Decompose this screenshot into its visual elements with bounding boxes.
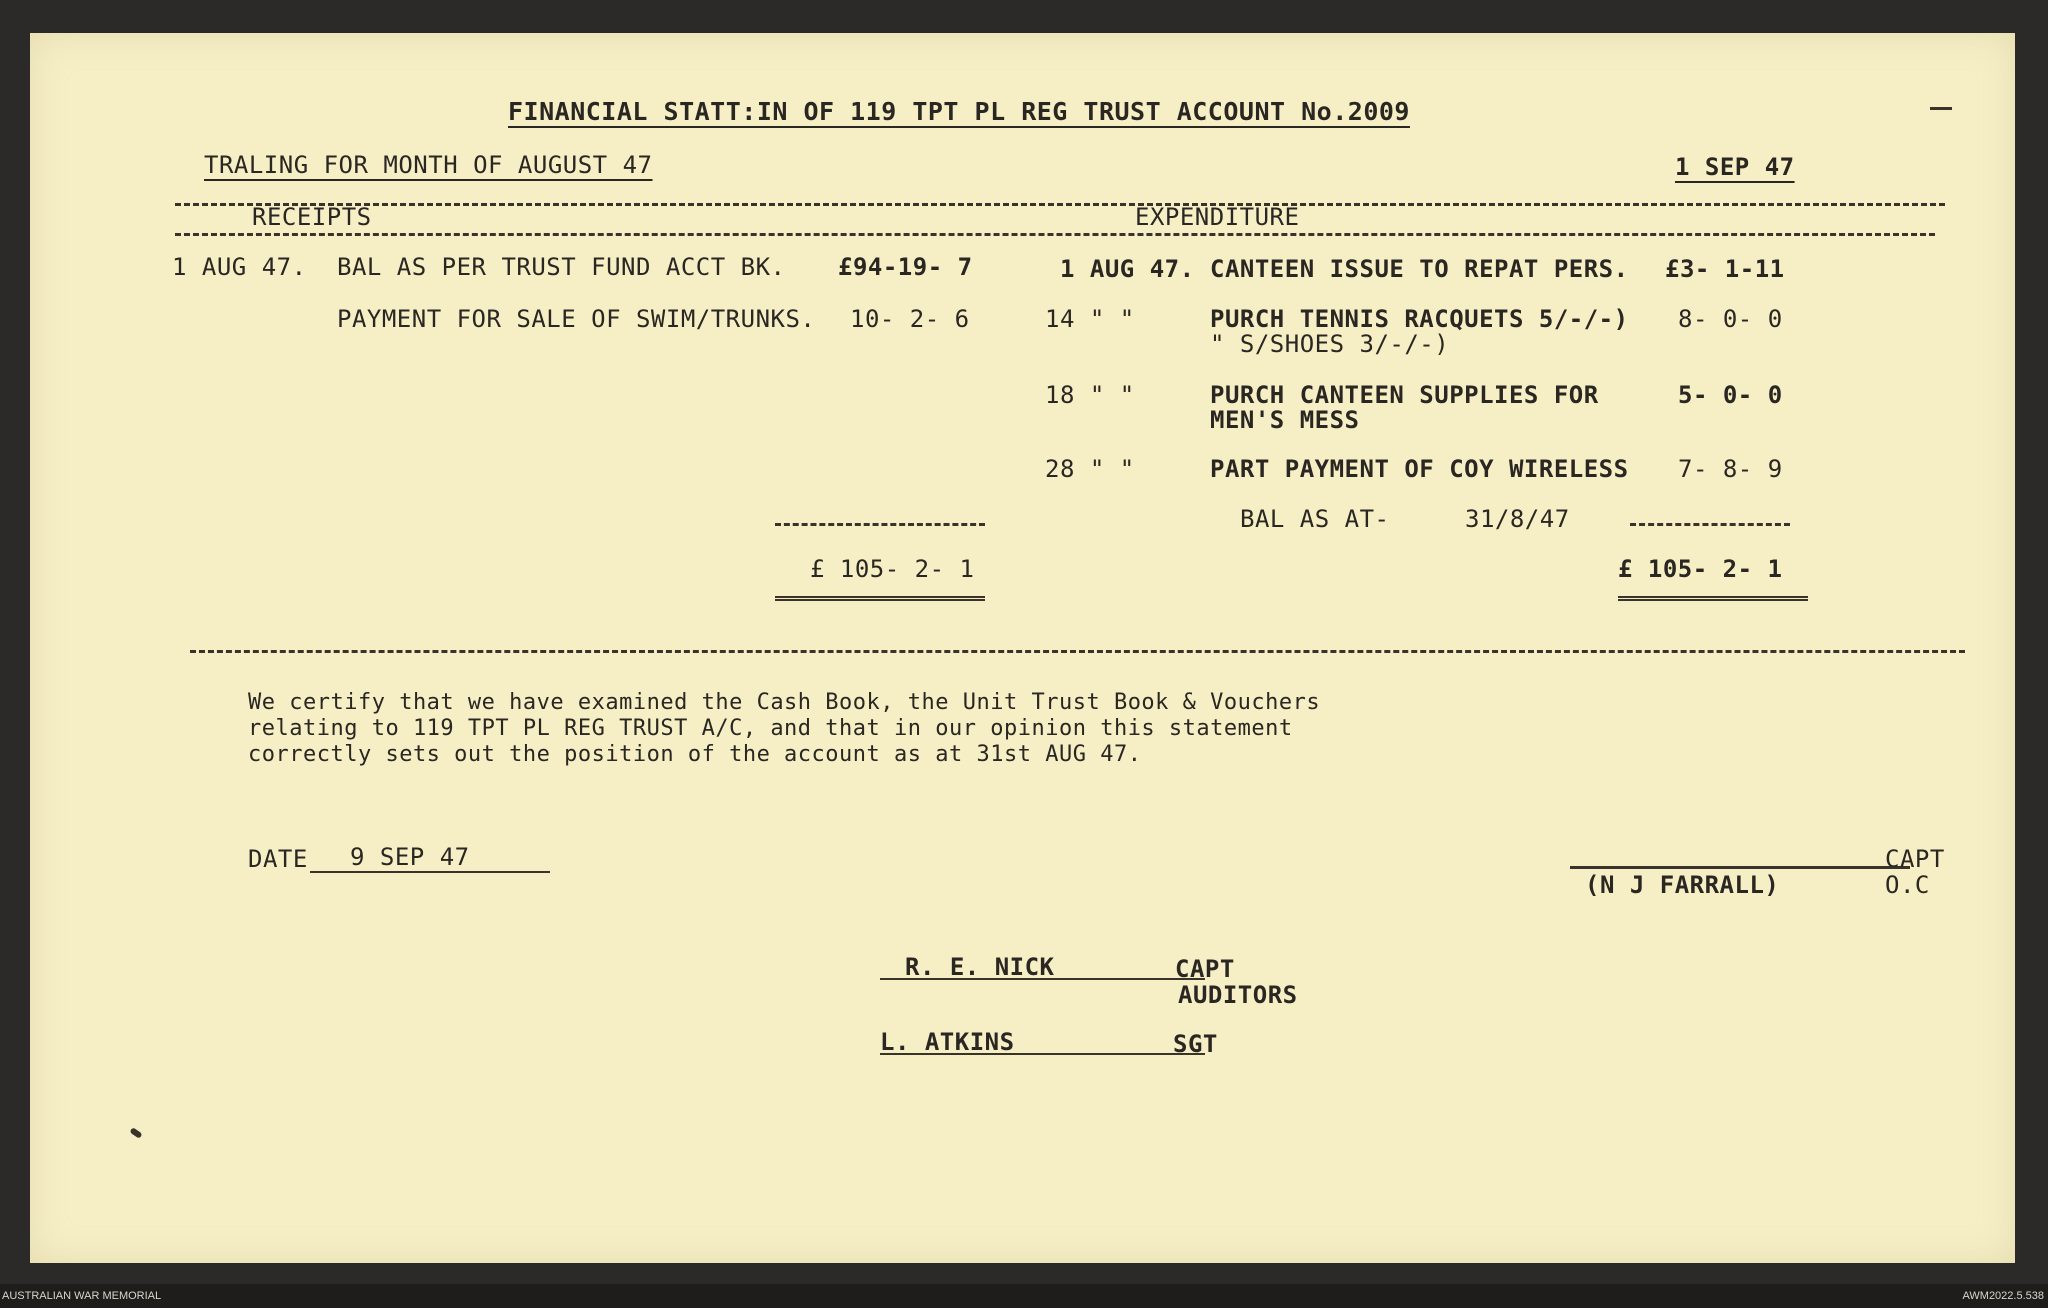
expenditure-total-double-rule [1618, 596, 1808, 601]
expenditure-subtotal-rule [1630, 523, 1790, 526]
auditor-2-signature-line [880, 1053, 1205, 1055]
receipts-subtotal-rule [775, 523, 985, 526]
receipts-heading: RECEIPTS [252, 203, 372, 231]
auditors-role: AUDITORS [1178, 981, 1298, 1009]
expenditure-desc: PART PAYMENT OF COY WIRELESS [1210, 455, 1629, 483]
receipts-total-double-rule [775, 596, 985, 601]
receipt-amount: £94-19- 7 [838, 253, 973, 281]
receipt-desc: PAYMENT FOR SALE OF SWIM/TRUNKS. [337, 305, 816, 333]
auditor-1-rank: CAPT [1175, 955, 1235, 983]
expenditure-date: 1 AUG 47. [1060, 255, 1195, 283]
expenditure-date: 18 " " [1045, 381, 1135, 409]
co-rank: CAPT [1885, 845, 1945, 873]
expenditure-desc: PURCH CANTEEN SUPPLIES FOR [1210, 381, 1599, 409]
balance-date: 31/8/47 [1465, 505, 1570, 533]
section-divider [190, 650, 1965, 653]
date-field-value: 9 SEP 47 [350, 843, 470, 871]
certification-line-1: We certify that we have examined the Cash Book, the Unit Trust Book & Vouchers [248, 690, 1321, 715]
receipt-date: 1 AUG 47. [172, 253, 307, 281]
ink-mark [129, 1127, 142, 1139]
expenditure-amount: 8- 0- 0 [1678, 305, 1783, 333]
receipt-desc: BAL AS PER TRUST FUND ACCT BK. [337, 253, 786, 281]
footer-institution: AUSTRALIAN WAR MEMORIAL [2, 1290, 162, 1302]
date-field-underline [310, 871, 550, 873]
auditor-2-signature: L. ATKINS [880, 1028, 1015, 1056]
expenditure-desc: PURCH TENNIS RACQUETS 5/-/-) [1210, 305, 1629, 333]
statement-date: 1 SEP 47 [1675, 153, 1795, 181]
expenditure-desc-line2: MEN'S MESS [1210, 406, 1360, 434]
footer-accession-number: AWM2022.5.538 [1962, 1290, 2044, 1302]
auditor-2-rank: SGT [1173, 1030, 1218, 1058]
expenditure-desc: CANTEEN ISSUE TO REPAT PERS. [1210, 255, 1629, 283]
header-rule-bottom [175, 233, 1935, 236]
document-page [30, 33, 2015, 1263]
expenditure-date: 28 " " [1045, 455, 1135, 483]
expenditure-total: £ 105- 2- 1 [1618, 555, 1783, 583]
period-subtitle: TRALING FOR MONTH OF AUGUST 47 [204, 151, 653, 179]
expenditure-amount: £3- 1-11 [1665, 255, 1785, 283]
date-field-label: DATE [248, 845, 308, 873]
expenditure-desc-line2: " S/SHOES 3/-/-) [1210, 330, 1450, 358]
expenditure-amount: 7- 8- 9 [1678, 455, 1783, 483]
co-signature-line [1570, 866, 1910, 869]
receipts-total: £ 105- 2- 1 [810, 555, 975, 583]
document-title: FINANCIAL STATT:IN OF 119 TPT PL REG TRUST ACCOUNT No.2009 [508, 97, 1410, 126]
balance-label: BAL AS AT- [1240, 505, 1390, 533]
certification-line-3: correctly sets out the position of the account as at 31st AUG 47. [248, 742, 1142, 767]
archive-footer [0, 1284, 2048, 1308]
expenditure-heading: EXPENDITURE [1135, 203, 1300, 231]
certification-line-2: relating to 119 TPT PL REG TRUST A/C, and that in our opinion this statement [248, 716, 1293, 741]
auditor-1-signature: R. E. NICK [905, 953, 1055, 981]
expenditure-date: 14 " " [1045, 305, 1135, 333]
receipt-amount: 10- 2- 6 [850, 305, 970, 333]
expenditure-amount: 5- 0- 0 [1678, 381, 1783, 409]
auditor-1-signature-line [880, 978, 1205, 980]
header-rule-top [175, 203, 1945, 206]
co-role: O.C [1885, 871, 1930, 899]
co-name: (N J FARRALL) [1585, 871, 1780, 899]
margin-mark [1930, 107, 1952, 110]
